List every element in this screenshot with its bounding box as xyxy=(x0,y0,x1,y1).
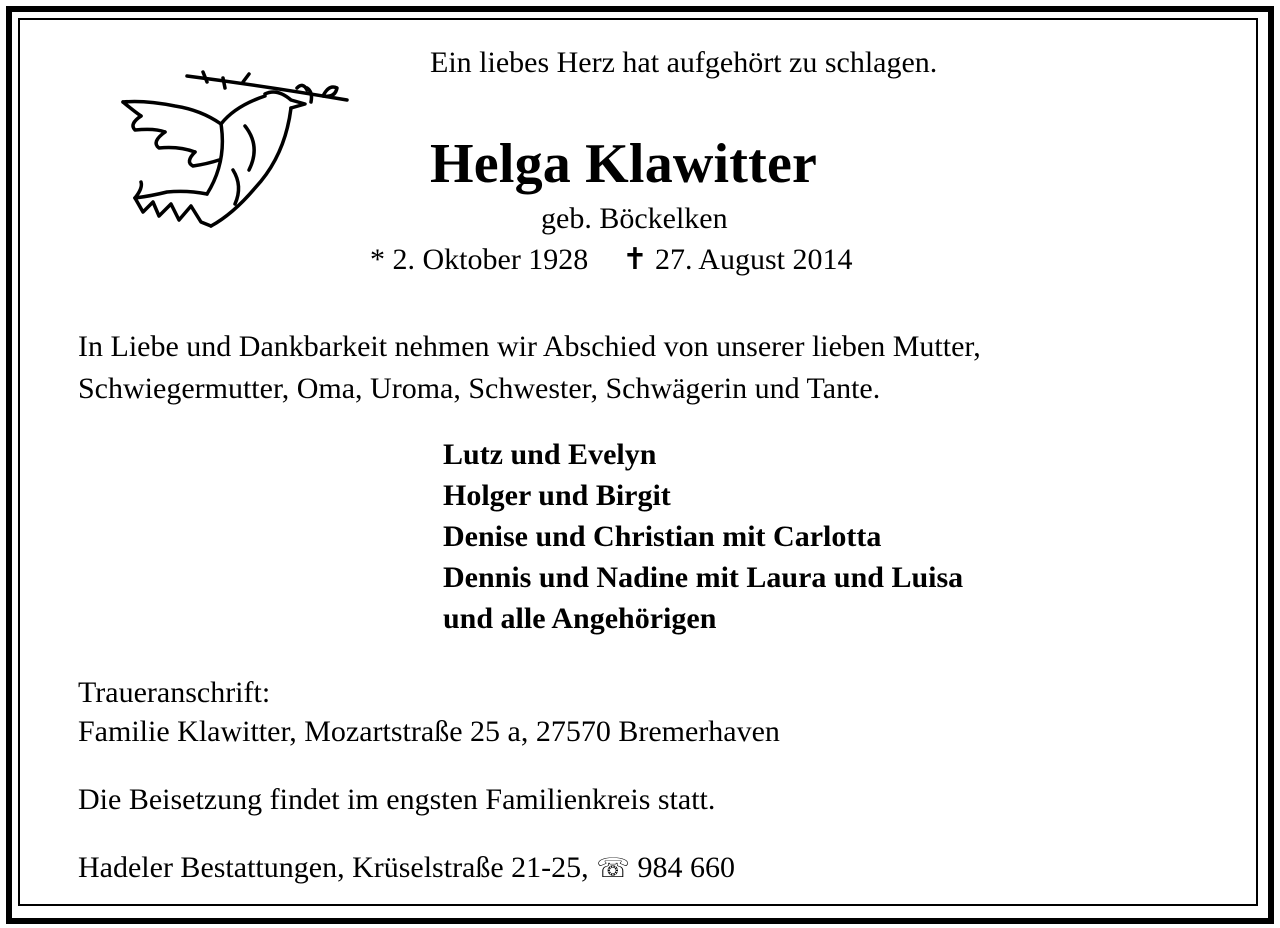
phone-number: 984 660 xyxy=(637,851,735,884)
mourning-address xyxy=(78,673,780,751)
mourner-line: Holger und Birgit xyxy=(443,479,671,512)
birth-date: * 2. Oktober 1928 xyxy=(370,243,589,276)
farewell-line: In Liebe und Dankbarkeit nehmen wir Abschied von unserer lieben Mutter, xyxy=(78,330,981,363)
intro-line: Ein liebes Herz hat aufgehört zu schlagen. xyxy=(430,46,938,79)
mourner-line: Lutz und Evelyn xyxy=(443,438,657,471)
address-text: Familie Klawitter, Mozartstraße 25 a, 27570 Bremerhaven xyxy=(78,715,780,748)
undertaker-line xyxy=(78,853,735,883)
mourner-line: Denise und Christian mit Carlotta xyxy=(443,520,882,553)
dove-icon xyxy=(115,66,355,232)
mourner-line: und alle Angehörigen xyxy=(443,602,717,635)
mourners-list xyxy=(443,434,963,639)
burial-note: Die Beisetzung findet im engsten Familienkreis statt. xyxy=(78,783,716,816)
death-date: ✝ 27. August 2014 xyxy=(622,243,853,276)
life-dates xyxy=(370,245,852,275)
mourner-line: Dennis und Nadine mit Laura und Luisa xyxy=(443,561,964,594)
farewell-line: Schwiegermutter, Oma, Uroma, Schwester, Schwägerin und Tante. xyxy=(78,372,881,405)
telephone-icon: ☏ xyxy=(596,853,630,884)
deceased-name: Helga Klawitter xyxy=(430,133,818,195)
address-label: Traueranschrift: xyxy=(78,676,271,709)
undertaker-name: Hadeler Bestattungen, Krüselstraße 21-25, xyxy=(78,851,589,884)
maiden-name: geb. Böckelken xyxy=(541,202,728,235)
farewell-paragraph xyxy=(78,326,981,410)
